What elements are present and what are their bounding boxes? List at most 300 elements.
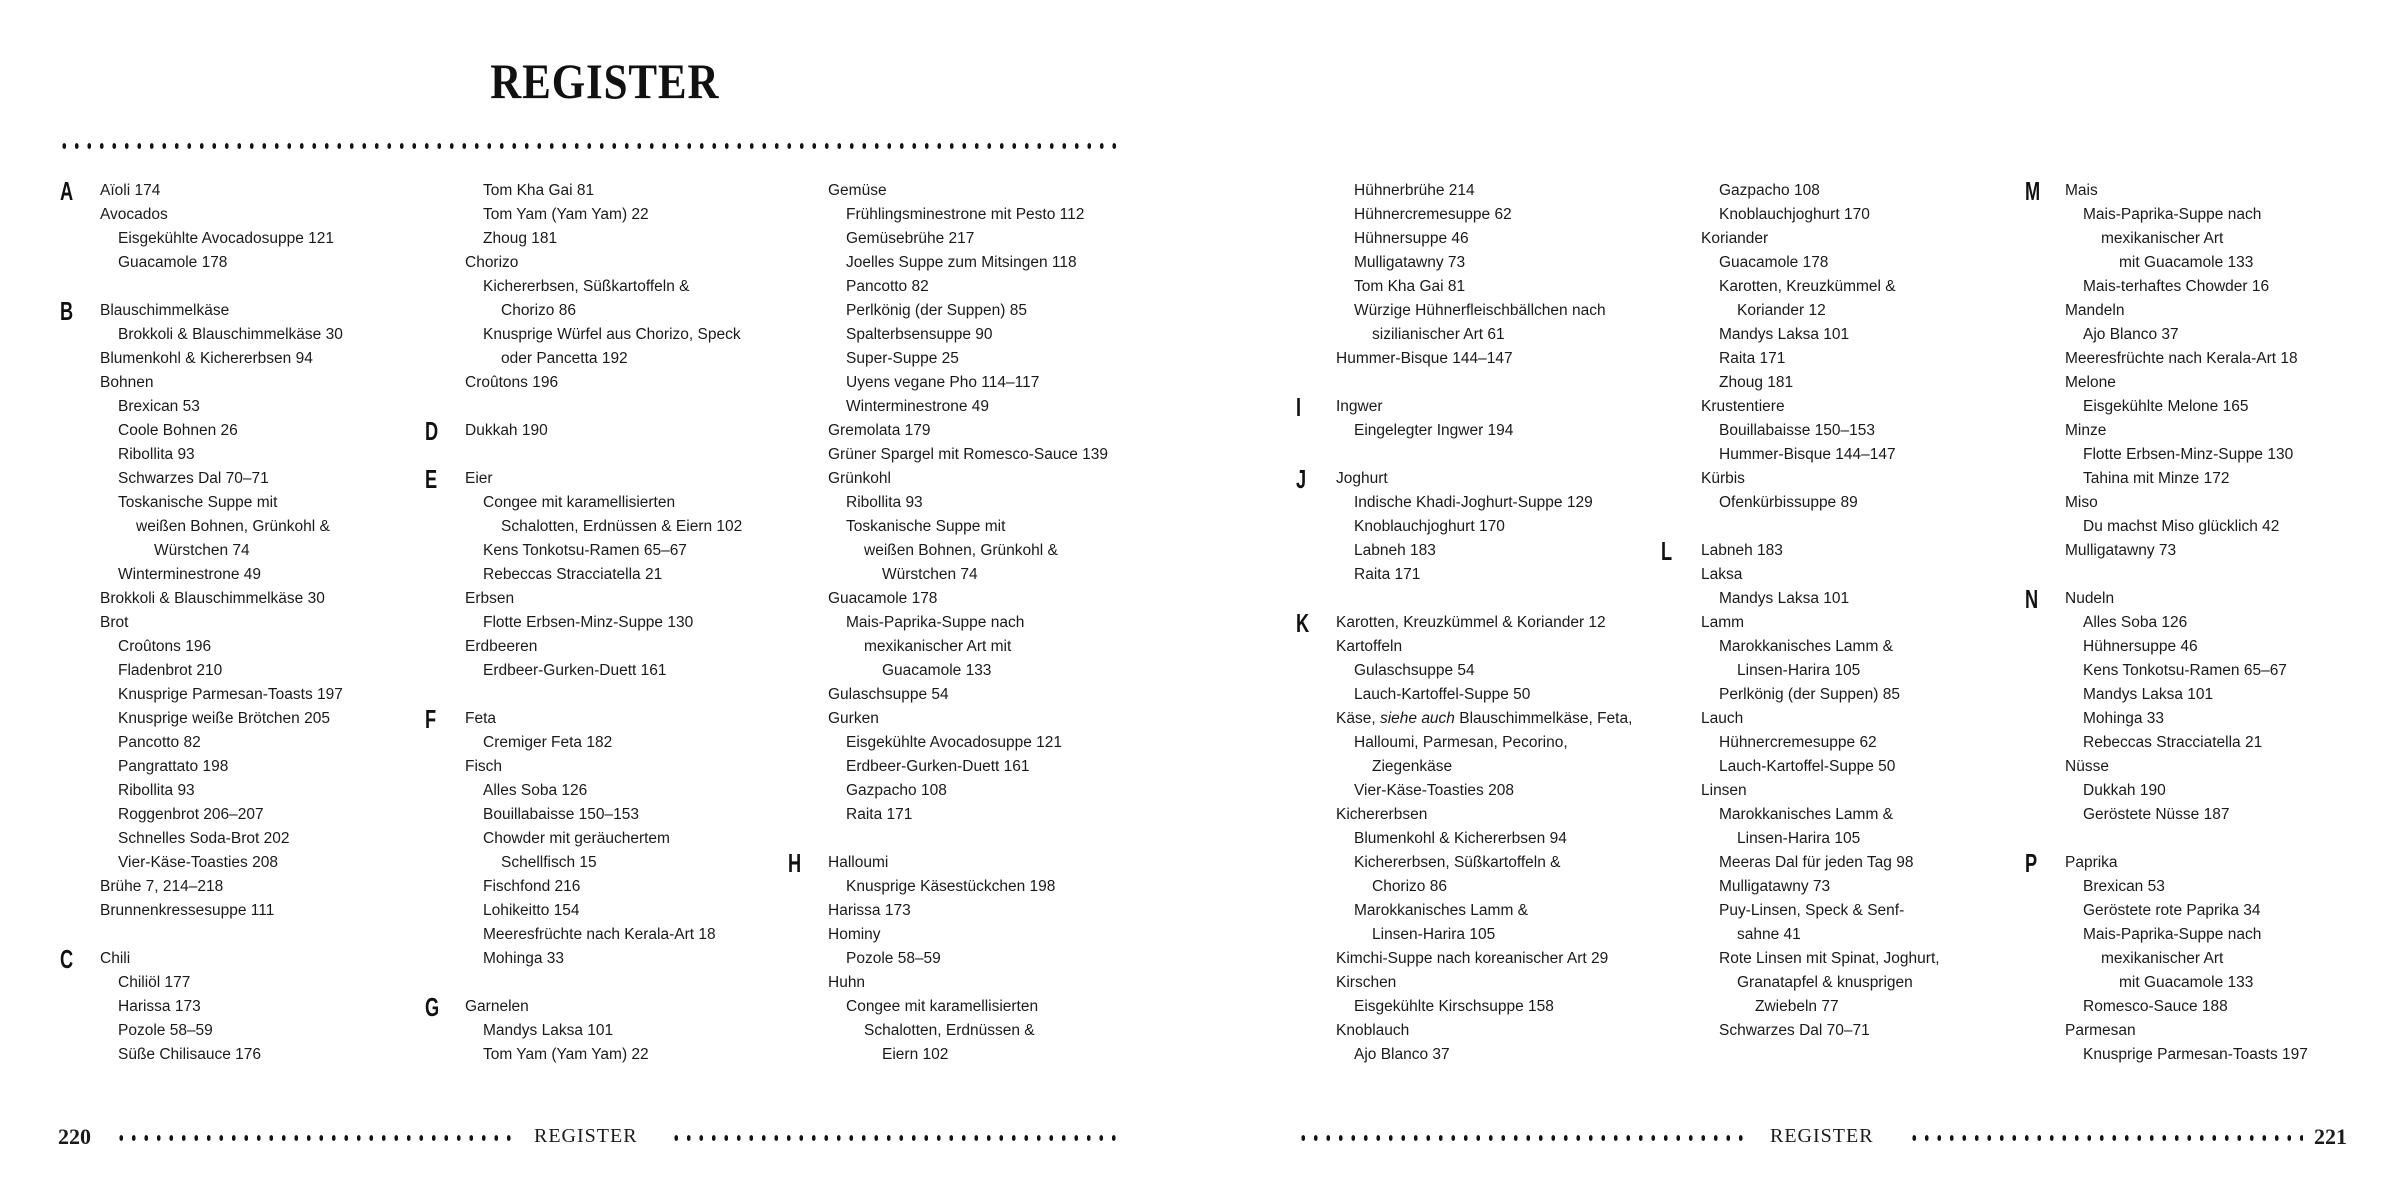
index-subentry xyxy=(828,995,1108,1019)
index-entry xyxy=(100,875,343,899)
index-subentry xyxy=(1336,275,1632,299)
index-subentry xyxy=(2065,875,2308,899)
entry-text: Rebeccas Stracciatella 21 xyxy=(483,566,663,583)
entry-text: Labneh 183 xyxy=(1701,542,1783,559)
index-subentry xyxy=(2065,683,2308,707)
index-subentry xyxy=(2065,635,2308,659)
entry-text: Minze xyxy=(2065,422,2107,439)
entry-text: Joghurt xyxy=(1336,470,1388,487)
entry-text: Knusprige weiße Brötchen 205 xyxy=(118,710,330,727)
index-entry xyxy=(2065,371,2308,395)
entry-text: Pancotto 82 xyxy=(118,734,201,751)
index-subentry xyxy=(1701,347,1940,371)
entry-text: Melone xyxy=(2065,374,2116,391)
entry-text: Raita 171 xyxy=(1354,566,1421,583)
entry-text: Eisgekühlte Avocadosuppe 121 xyxy=(118,230,335,247)
entry-text: Lauch-Kartoffel-Suppe 50 xyxy=(1354,686,1531,703)
entry-text: mexikanischer Art xyxy=(2101,230,2224,247)
index-entry xyxy=(100,203,343,227)
index-subentry xyxy=(100,659,343,683)
index-subentry xyxy=(1701,899,1940,923)
entry-text: Meeresfrüchte nach Kerala-Art 18 xyxy=(2065,350,2298,367)
index-entry xyxy=(1336,635,1632,659)
index-subentry xyxy=(1336,899,1632,923)
entry-text: Avocados xyxy=(100,206,168,223)
entry-text: Karotten, Kreuzkümmel & Koriander 12 xyxy=(1336,614,1606,631)
entry-text: Guacamole 178 xyxy=(1719,254,1829,271)
entry-text: Paprika xyxy=(2065,854,2118,871)
index-entry xyxy=(2065,299,2308,323)
entry-text: Flotte Erbsen-Minz-Suppe 130 xyxy=(2083,446,2294,463)
entry-text: Tom Kha Gai 81 xyxy=(483,182,595,199)
entry-text: Erdbeer-Gurken-Duett 161 xyxy=(846,758,1030,775)
entry-text: Marokkanisches Lamm & xyxy=(1719,638,1894,655)
footer-running-title-left: REGISTER xyxy=(534,1125,638,1147)
entry-text: Bouillabaisse 150–153 xyxy=(1719,422,1875,439)
index-subentry xyxy=(2065,899,2308,923)
index-entry xyxy=(2025,584,2308,614)
entry-text: Hühnercremesuppe 62 xyxy=(1354,206,1512,223)
index-entry xyxy=(2065,491,2308,515)
entry-text: Hominy xyxy=(828,926,881,943)
index-entry xyxy=(465,755,742,779)
entry-text: Gurken xyxy=(828,710,879,727)
entry-text: Eisgekühlte Kirschsuppe 158 xyxy=(1354,998,1554,1015)
entry-text: Blauschimmelkäse xyxy=(100,302,230,319)
index-subentry xyxy=(1701,371,1940,395)
index-subentry xyxy=(100,635,343,659)
index-entry xyxy=(465,251,742,275)
entry-text: Mulligatawny 73 xyxy=(1719,878,1831,895)
entry-text: Aïoli 174 xyxy=(100,182,161,199)
index-entry xyxy=(465,371,742,395)
entry-text: Mandeln xyxy=(2065,302,2125,319)
title-dotted-divider xyxy=(58,142,1118,150)
index-subentry xyxy=(465,323,742,347)
entry-text: Fischfond 216 xyxy=(483,878,581,895)
entry-text: Brunnenkressesuppe 111 xyxy=(100,902,275,919)
section-letter: I xyxy=(1296,392,1302,422)
entry-text: Knusprige Käsestückchen 198 xyxy=(846,878,1056,895)
page-number-left: 220 xyxy=(58,1124,91,1149)
entry-text: Alles Soba 126 xyxy=(2083,614,2188,631)
entry-text: Kichererbsen, Süßkartoffeln & xyxy=(483,278,690,295)
entry-text: Mandys Laksa 101 xyxy=(2083,686,2214,703)
blank-line xyxy=(465,683,742,707)
entry-text: Spalterbsensuppe 90 xyxy=(846,326,993,343)
entry-text: Schalotten, Erdnüssen & Eiern 102 xyxy=(501,518,743,535)
entry-text: Blumenkohl & Kichererbsen 94 xyxy=(1354,830,1567,847)
entry-text: Brokkoli & Blauschimmelkäse 30 xyxy=(100,590,325,607)
entry-text: Guacamole 178 xyxy=(828,590,938,607)
entry-text: Brot xyxy=(100,614,129,631)
footer-dots xyxy=(1908,1134,2303,1142)
entry-text: Indische Khadi-Joghurt-Suppe 129 xyxy=(1354,494,1593,511)
entry-text: Halloumi xyxy=(828,854,889,871)
index-subentry xyxy=(828,371,1108,395)
entry-text: Winterminestrone 49 xyxy=(118,566,262,583)
section-letter: G xyxy=(425,992,440,1022)
blank-line xyxy=(2065,563,2308,587)
index-subentry xyxy=(100,1043,343,1067)
entry-text: Hühnersuppe 46 xyxy=(2083,638,2198,655)
entry-text: Bohnen xyxy=(100,374,154,391)
entry-text: Würzige Hühnerfleischbällchen nach xyxy=(1354,302,1606,319)
entry-text: Harissa 173 xyxy=(828,902,911,919)
index-subentry xyxy=(1701,827,1940,851)
index-subentry xyxy=(828,947,1108,971)
index-subentry xyxy=(1336,731,1632,755)
entry-text: Schellfisch 15 xyxy=(501,854,597,871)
entry-text: Geröstete rote Paprika 34 xyxy=(2083,902,2261,919)
blank-line xyxy=(1336,371,1632,395)
entry-text: Grüner Spargel mit Romesco-Sauce 139 xyxy=(828,446,1108,463)
index-entry xyxy=(788,848,1108,878)
index-entry xyxy=(425,704,742,734)
entry-text: Ribollita 93 xyxy=(118,446,195,463)
entry-text: Koriander xyxy=(1701,230,1769,247)
entry-text: Linsen-Harira 105 xyxy=(1737,830,1861,847)
index-subentry xyxy=(828,347,1108,371)
index-subentry xyxy=(2065,1043,2308,1067)
index-entry xyxy=(100,347,343,371)
entry-text: Guacamole 178 xyxy=(118,254,228,271)
index-subentry xyxy=(2065,467,2308,491)
entry-text: Huhn xyxy=(828,974,866,991)
entry-text: Gulaschsuppe 54 xyxy=(828,686,949,703)
index-column-5 xyxy=(1661,179,1940,1043)
index-subentry xyxy=(465,659,742,683)
index-subentry xyxy=(465,779,742,803)
entry-text: Meeresfrüchte nach Kerala-Art 18 xyxy=(483,926,716,943)
index-subentry xyxy=(828,731,1108,755)
index-subentry xyxy=(465,563,742,587)
section-letter: E xyxy=(425,464,438,494)
entry-text: Frühlingsminestrone mit Pesto 112 xyxy=(846,206,1085,223)
entry-text: Eisgekühlte Melone 165 xyxy=(2083,398,2249,415)
entry-text: weißen Bohnen, Grünkohl & xyxy=(136,518,330,535)
index-column-3 xyxy=(788,179,1108,1067)
entry-text: Mohinga 33 xyxy=(2083,710,2165,727)
index-subentry xyxy=(100,995,343,1019)
entry-text: Ajo Blanco 37 xyxy=(2083,326,2179,343)
entry-text: sizilianischer Art 61 xyxy=(1372,326,1505,343)
index-subentry xyxy=(828,203,1108,227)
index-subentry xyxy=(1701,923,1940,947)
index-entry xyxy=(1701,467,1940,491)
index-subentry xyxy=(2065,971,2308,995)
index-entry xyxy=(1296,464,1632,494)
index-subentry xyxy=(1701,635,1940,659)
index-subentry xyxy=(828,803,1108,827)
index-entry xyxy=(1701,563,1940,587)
entry-text: Perlkönig (der Suppen) 85 xyxy=(846,302,1027,319)
entry-text: Hummer-Bisque 144–147 xyxy=(1719,446,1896,463)
index-subentry xyxy=(465,227,742,251)
index-subentry xyxy=(828,251,1108,275)
entry-text: Coole Bohnen 26 xyxy=(118,422,238,439)
entry-text: Du machst Miso glücklich 42 xyxy=(2083,518,2280,535)
entry-text: Lauch-Kartoffel-Suppe 50 xyxy=(1719,758,1896,775)
index-entry xyxy=(1296,608,1632,638)
entry-text: Zwiebeln 77 xyxy=(1755,998,1839,1015)
index-entry xyxy=(1661,536,1940,566)
entry-text: Mais-terhaftes Chowder 16 xyxy=(2083,278,2270,295)
index-subentry xyxy=(1336,875,1632,899)
entry-text: Erbsen xyxy=(465,590,515,607)
entry-text: Chorizo 86 xyxy=(501,302,576,319)
entry-text: Knusprige Parmesan-Toasts 197 xyxy=(118,686,343,703)
entry-text: Roggenbrot 206–207 xyxy=(118,806,264,823)
index-subentry xyxy=(1701,851,1940,875)
index-entry xyxy=(1336,803,1632,827)
index-subentry xyxy=(1701,179,1940,203)
entry-text: Hummer-Bisque 144–147 xyxy=(1336,350,1513,367)
index-subentry xyxy=(465,491,742,515)
index-subentry xyxy=(828,515,1108,539)
index-subentry xyxy=(1336,779,1632,803)
index-subentry xyxy=(828,1043,1108,1067)
index-subentry xyxy=(465,515,742,539)
index-subentry xyxy=(1336,539,1632,563)
entry-text: Super-Suppe 25 xyxy=(846,350,959,367)
entry-text: Pozole 58–59 xyxy=(118,1022,213,1039)
page-title: REGISTER xyxy=(490,53,720,109)
index-column-4 xyxy=(1296,179,1633,1067)
index-subentry xyxy=(828,491,1108,515)
entry-text: Pozole 58–59 xyxy=(846,950,941,967)
entry-text: Toskanische Suppe mit xyxy=(846,518,1006,535)
index-subentry xyxy=(1336,227,1632,251)
index-entry xyxy=(2065,419,2308,443)
index-subentry xyxy=(100,1019,343,1043)
entry-text: Hühnercremesuppe 62 xyxy=(1719,734,1877,751)
entry-text: Karotten, Kreuzkümmel & xyxy=(1719,278,1896,295)
entry-text: Romesco-Sauce 188 xyxy=(2083,998,2228,1015)
entry-text: Laksa xyxy=(1701,566,1743,583)
index-subentry xyxy=(1336,923,1632,947)
entry-text: Kimchi-Suppe nach koreanischer Art 29 xyxy=(1336,950,1609,967)
index-subentry xyxy=(100,491,343,515)
index-subentry xyxy=(828,563,1108,587)
index-subentry xyxy=(1336,323,1632,347)
entry-text: Gemüsebrühe 217 xyxy=(846,230,975,247)
entry-text: Mulligatawny 73 xyxy=(2065,542,2177,559)
index-subentry xyxy=(828,1019,1108,1043)
index-subentry xyxy=(828,779,1108,803)
index-subentry xyxy=(828,275,1108,299)
index-subentry xyxy=(465,947,742,971)
index-subentry xyxy=(465,923,742,947)
entry-text: Congee mit karamellisierten xyxy=(846,998,1039,1015)
index-entry xyxy=(1701,707,1940,731)
section-letter: L xyxy=(1661,536,1673,566)
index-subentry xyxy=(828,875,1108,899)
index-entry xyxy=(2025,848,2308,878)
entry-text: Meeras Dal für jeden Tag 98 xyxy=(1719,854,1914,871)
entry-text: Kürbis xyxy=(1701,470,1745,487)
index-entry xyxy=(1336,971,1632,995)
entry-text: mexikanischer Art xyxy=(2101,950,2224,967)
footer-dots xyxy=(1297,1134,1747,1142)
entry-text: Dukkah 190 xyxy=(465,422,548,439)
index-subentry xyxy=(1701,251,1940,275)
entry-text: Chorizo xyxy=(465,254,519,271)
index-subentry xyxy=(1336,659,1632,683)
entry-text: Ajo Blanco 37 xyxy=(1354,1046,1450,1063)
entry-text: Puy-Linsen, Speck & Senf- xyxy=(1719,902,1905,919)
entry-text: Knoblauchjoghurt 170 xyxy=(1354,518,1505,535)
index-subentry xyxy=(2065,995,2308,1019)
index-subentry xyxy=(100,707,343,731)
entry-text: Marokkanisches Lamm & xyxy=(1354,902,1529,919)
index-subentry xyxy=(2065,515,2308,539)
index-entry xyxy=(465,587,742,611)
entry-text: Eingelegter Ingwer 194 xyxy=(1354,422,1514,439)
section-letter: J xyxy=(1296,464,1307,494)
entry-text: Eier xyxy=(465,470,493,487)
index-subentry xyxy=(2065,707,2308,731)
index-subentry xyxy=(1336,515,1632,539)
index-entry xyxy=(425,992,742,1022)
entry-text: Schalotten, Erdnüssen & xyxy=(864,1022,1035,1039)
entry-text: Mais-Paprika-Suppe nach xyxy=(2083,206,2262,223)
entry-text: Linsen-Harira 105 xyxy=(1737,662,1861,679)
index-subentry xyxy=(100,971,343,995)
index-subentry xyxy=(465,179,742,203)
entry-text: Lamm xyxy=(1701,614,1745,631)
entry-text: Zhoug 181 xyxy=(1719,374,1794,391)
index-subentry xyxy=(2065,803,2308,827)
index-subentry xyxy=(828,395,1108,419)
footer-dots xyxy=(670,1134,1118,1142)
entry-text: mexikanischer Art mit xyxy=(864,638,1012,655)
entry-text: Ribollita 93 xyxy=(118,782,195,799)
section-letter: M xyxy=(2025,176,2041,206)
entry-text: Congee mit karamellisierten xyxy=(483,494,676,511)
index-subentry xyxy=(100,251,343,275)
entry-text: Mandys Laksa 101 xyxy=(483,1022,614,1039)
index-subentry xyxy=(1701,587,1940,611)
index-subentry xyxy=(1701,803,1940,827)
index-subentry xyxy=(2065,443,2308,467)
entry-text: Erdbeer-Gurken-Duett 161 xyxy=(483,662,667,679)
index-subentry xyxy=(2065,779,2308,803)
entry-text: Brokkoli & Blauschimmelkäse 30 xyxy=(118,326,343,343)
index-subentry xyxy=(1336,251,1632,275)
see-also-text: siehe auch xyxy=(1379,710,1455,727)
index-subentry xyxy=(465,899,742,923)
entry-text: Koriander 12 xyxy=(1737,302,1826,319)
index-entry xyxy=(100,587,343,611)
entry-text: Feta xyxy=(465,710,497,727)
entry-text: Kichererbsen xyxy=(1336,806,1428,823)
index-subentry xyxy=(2065,275,2308,299)
index-subentry xyxy=(2065,611,2308,635)
blank-line xyxy=(465,395,742,419)
entry-text: Knoblauch xyxy=(1336,1022,1410,1039)
entry-text: Perlkönig (der Suppen) 85 xyxy=(1719,686,1900,703)
index-subentry xyxy=(1701,203,1940,227)
entry-text: Chowder mit geräuchertem xyxy=(483,830,670,847)
index-entry xyxy=(828,179,1108,203)
index-subentry xyxy=(465,611,742,635)
entry-text: Nudeln xyxy=(2065,590,2115,607)
index-entry xyxy=(828,923,1108,947)
entry-text: oder Pancetta 192 xyxy=(501,350,628,367)
footer-dots xyxy=(115,1134,515,1142)
entry-text: weißen Bohnen, Grünkohl & xyxy=(864,542,1058,559)
entry-text: Tom Yam (Yam Yam) 22 xyxy=(483,206,649,223)
index-entry xyxy=(100,611,343,635)
index-entry xyxy=(1336,1019,1632,1043)
index-subentry xyxy=(1701,755,1940,779)
blank-line xyxy=(465,971,742,995)
blank-line xyxy=(100,923,343,947)
index-subentry xyxy=(465,1043,742,1067)
entry-text: Gazpacho 108 xyxy=(1719,182,1820,199)
entry-text: Vier-Käse-Toasties 208 xyxy=(118,854,278,871)
entry-text: Grünkohl xyxy=(828,470,891,487)
index-subentry xyxy=(828,659,1108,683)
index-entry xyxy=(828,683,1108,707)
entry-text: Alles Soba 126 xyxy=(483,782,588,799)
index-subentry xyxy=(1701,299,1940,323)
index-entry xyxy=(100,899,343,923)
index-subentry xyxy=(1701,875,1940,899)
index-column-1 xyxy=(60,176,343,1067)
entry-text: Uyens vegane Pho 114–117 xyxy=(846,374,1040,391)
entry-text: Brexican 53 xyxy=(2083,878,2165,895)
index-subentry xyxy=(828,227,1108,251)
entry-text: Mandys Laksa 101 xyxy=(1719,326,1850,343)
index-subentry xyxy=(1701,995,1940,1019)
index-subentry xyxy=(465,827,742,851)
index-entry xyxy=(2065,539,2308,563)
entry-text: Vier-Käse-Toasties 208 xyxy=(1354,782,1514,799)
index-subentry xyxy=(100,803,343,827)
entry-text: Dukkah 190 xyxy=(2083,782,2166,799)
section-letter: C xyxy=(60,944,74,974)
index-subentry xyxy=(100,515,343,539)
blank-line xyxy=(1701,515,1940,539)
index-entry xyxy=(1701,779,1940,803)
index-subentry xyxy=(1336,563,1632,587)
index-subentry xyxy=(2065,227,2308,251)
index-subentry xyxy=(100,467,343,491)
index-entry xyxy=(465,635,742,659)
index-subentry xyxy=(465,203,742,227)
entry-text: Hühnersuppe 46 xyxy=(1354,230,1469,247)
entry-text: Ribollita 93 xyxy=(846,494,923,511)
entry-text: Cremiger Feta 182 xyxy=(483,734,613,751)
index-subentry xyxy=(828,755,1108,779)
index-subentry xyxy=(2065,203,2308,227)
entry-text: Gemüse xyxy=(828,182,887,199)
entry-text: Gazpacho 108 xyxy=(846,782,947,799)
index-subentry xyxy=(100,731,343,755)
entry-text: Lohikeitto 154 xyxy=(483,902,580,919)
entry-text: Krustentiere xyxy=(1701,398,1785,415)
index-subentry xyxy=(465,1019,742,1043)
index-subentry xyxy=(100,323,343,347)
index-entry xyxy=(828,587,1108,611)
entry-text: Ofenkürbissuppe 89 xyxy=(1719,494,1858,511)
entry-text: Harissa 173 xyxy=(118,998,201,1015)
index-entry xyxy=(1701,395,1940,419)
entry-text: Fladenbrot 210 xyxy=(118,662,223,679)
entry-text: Croûtons 196 xyxy=(118,638,212,655)
